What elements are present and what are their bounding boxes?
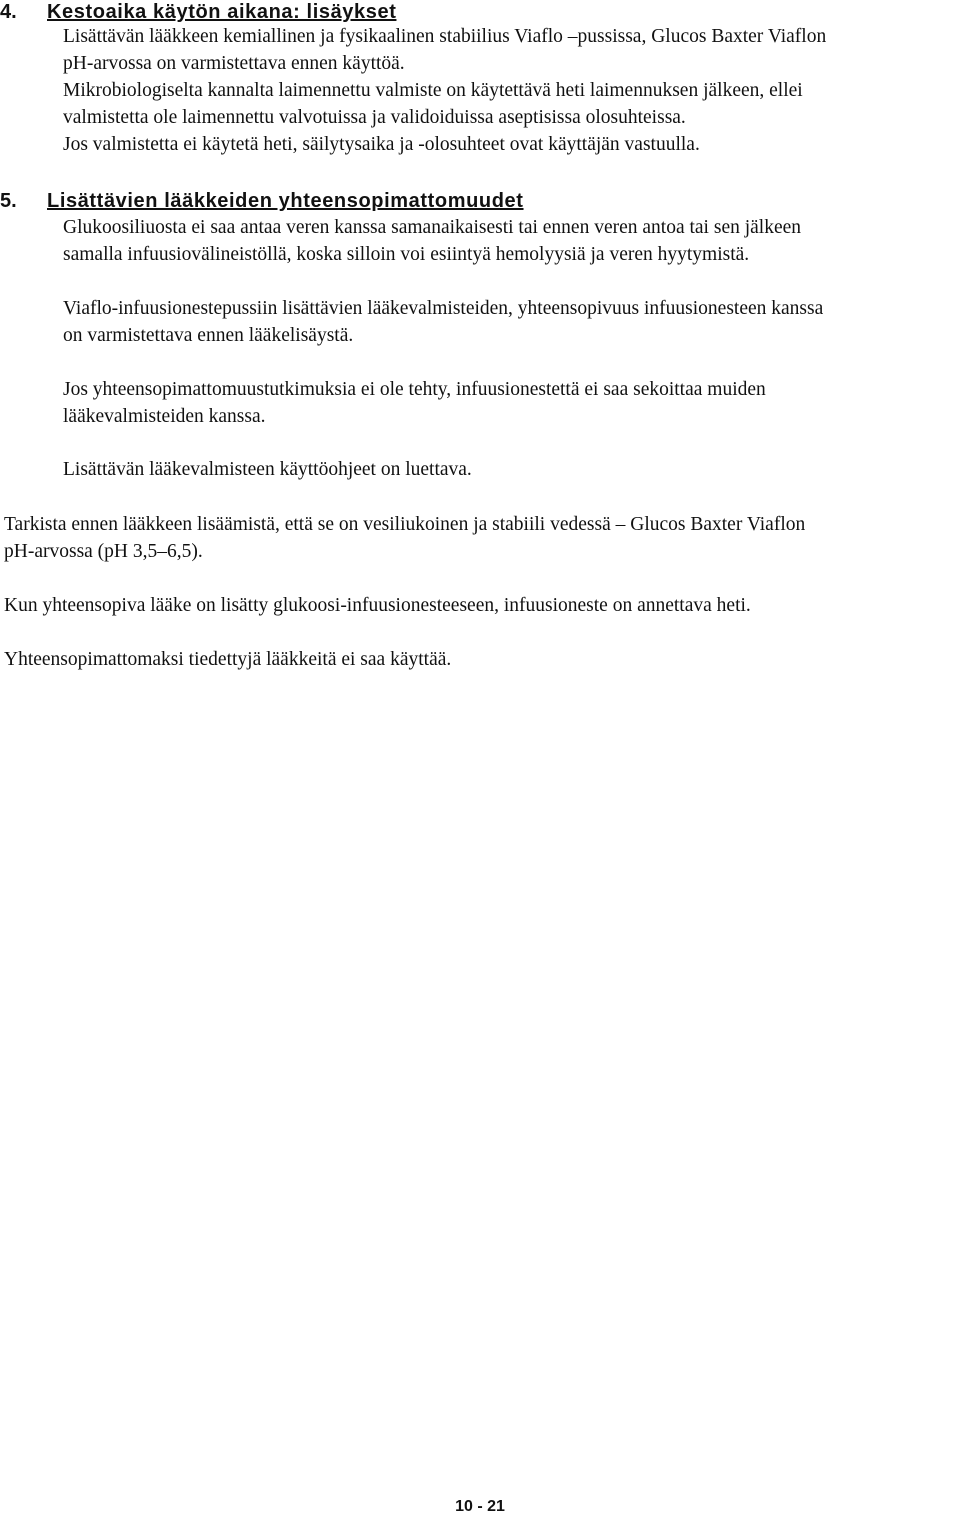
page-number: 10 - 21	[455, 1498, 505, 1515]
text-line: lääkevalmisteiden kanssa.	[63, 406, 266, 427]
text-line: Lisättävän lääkkeen kemiallinen ja fysikaalinen stabiilius Viaflo –pussissa, Glucos Baxter Viaflon	[63, 26, 827, 47]
text-line: Tarkista ennen lääkkeen lisäämistä, että se on vesiliukoinen ja stabiili vedessä – Glucos Baxter Viaflon	[4, 514, 806, 535]
text-line: Yhteensopimattomaksi tiedettyjä lääkkeitä ei saa käyttää.	[4, 649, 452, 670]
text-line: Jos yhteensopimattomuustutkimuksia ei ole tehty, infuusionestettä ei saa sekoittaa muiden	[63, 379, 766, 400]
body-paragraph-3	[4, 646, 954, 673]
section-4-title: Kestoaika käytön aikana: lisäykset	[47, 1, 397, 23]
text-line: on varmistettava ennen lääkelisäystä.	[63, 325, 354, 346]
text-line: Kun yhteensopiva lääke on lisätty glukoosi-infuusionesteeseen, infuusioneste on annettava heti.	[4, 595, 751, 616]
body-paragraph-1	[4, 511, 954, 565]
section-5-title: Lisättävien lääkkeiden yhteensopimattomuudet	[47, 190, 524, 212]
text-line: Mikrobiologiselta kannalta laimennettu valmiste on käytettävä heti laimennuksen jälkeen, ellei	[63, 80, 803, 101]
text-line: Jos valmistetta ei käytetä heti, säilytysaika ja -olosuhteet ovat käyttäjän vastuulla.	[63, 134, 700, 155]
section-4-number: 4.	[0, 1, 17, 23]
section-5-heading	[0, 189, 524, 213]
section-4-paragraph-1	[63, 23, 953, 158]
text-line: samalla infuusiovälineistöllä, koska silloin voi esiintyä hemolyysiä ja veren hyytymistä.	[63, 244, 750, 265]
section-5-paragraph-2	[63, 295, 953, 349]
section-4-heading	[0, 0, 396, 24]
text-line: pH-arvossa (pH 3,5–6,5).	[4, 541, 203, 562]
text-line: Glukoosiliuosta ei saa antaa veren kanssa samanaikaisesti tai ennen veren antoa tai sen jälkeen	[63, 217, 802, 238]
section-5-paragraph-3	[63, 376, 953, 430]
section-5-paragraph-4	[63, 456, 953, 483]
text-line: Viaflo-infuusionestepussiin lisättävien lääkevalmisteiden, yhteensopivuus infuusionesteen kanssa	[63, 298, 824, 319]
text-line: Lisättävän lääkevalmisteen käyttöohjeet on luettava.	[63, 459, 472, 480]
section-5-paragraph-1	[63, 214, 953, 268]
body-paragraph-2	[4, 592, 954, 619]
text-line: valmistetta ole laimennettu valvotuissa ja validoiduissa aseptisissa olosuhteissa.	[63, 107, 686, 128]
section-5-number: 5.	[0, 190, 17, 212]
text-line: pH-arvossa on varmistettava ennen käyttöä.	[63, 53, 405, 74]
